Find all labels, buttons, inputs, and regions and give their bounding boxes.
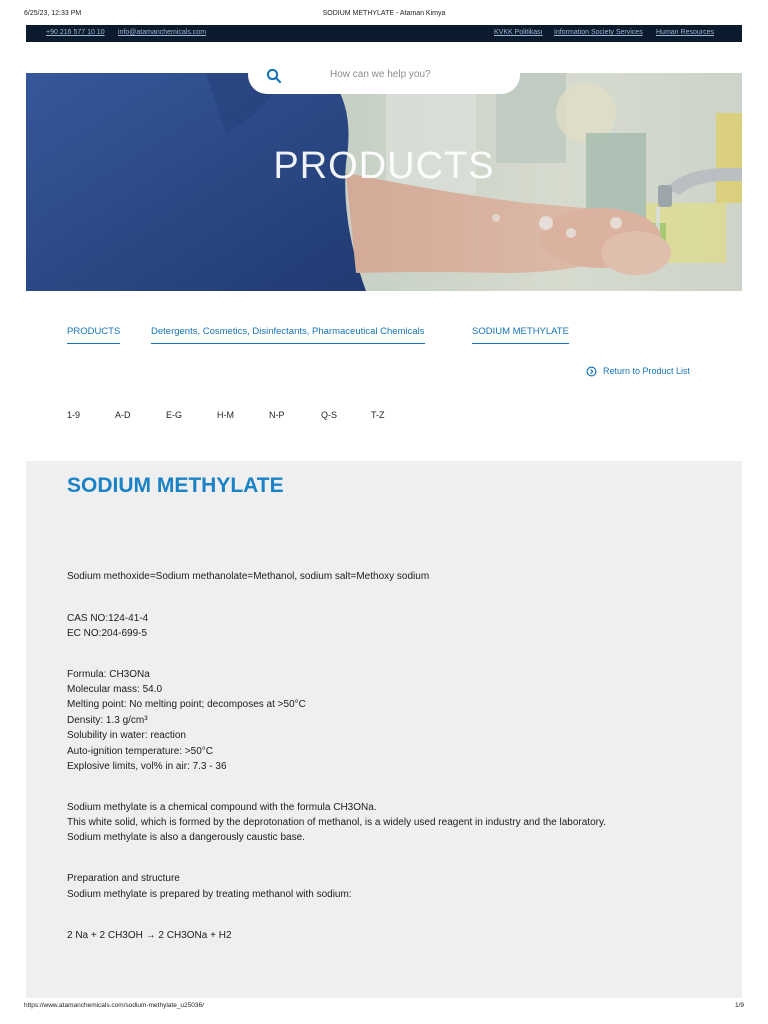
- property-formula: Formula: CH3ONa: [67, 669, 150, 680]
- product-synonyms: Sodium methoxide=Sodium methanolate=Methanol, sodium salt=Methoxy sodium: [67, 571, 430, 582]
- search-icon[interactable]: [266, 68, 282, 84]
- return-to-list-link[interactable]: [586, 364, 690, 378]
- cas-number: CAS NO:124-41-4: [67, 613, 149, 624]
- breadcrumb-current[interactable]: SODIUM METHYLATE: [472, 326, 569, 344]
- property-solubility: Solubility in water: reaction: [67, 730, 186, 741]
- property-auto-ignition: Auto-ignition temperature: >50°C: [67, 746, 214, 757]
- filter-t-z[interactable]: T-Z: [371, 410, 385, 420]
- product-title: SODIUM METHYLATE: [67, 474, 284, 497]
- description-line: Sodium methylate is a chemical compound with the formula CH3ONa.: [67, 802, 377, 813]
- information-society-link[interactable]: Information Society Services: [554, 29, 643, 36]
- ec-number: EC NO:204-699-5: [67, 628, 148, 639]
- filter-a-d[interactable]: A-D: [115, 410, 131, 420]
- email-link[interactable]: info@atamanchemicals.com: [118, 29, 207, 36]
- hero-title: PRODUCTS: [273, 145, 495, 187]
- circle-arrow-icon: [586, 366, 597, 377]
- property-density: Density: 1.3 g/cm³: [67, 715, 148, 726]
- filter-q-s[interactable]: Q-S: [321, 410, 338, 420]
- preparation-text: Sodium methylate is prepared by treating methanol with sodium:: [67, 889, 352, 900]
- kvkk-link[interactable]: KVKK Politikası: [494, 29, 543, 36]
- print-header: [24, 10, 744, 22]
- property-melting-point: Melting point: No melting point; decomposes at >50°C: [67, 699, 306, 710]
- return-link-label: Return to Product List: [603, 366, 691, 376]
- search-bar[interactable]: [248, 56, 520, 94]
- print-datetime: 6/25/23, 12:33 PM: [24, 10, 82, 17]
- preparation-heading: Preparation and structure: [67, 873, 180, 884]
- filter-1-9[interactable]: 1-9: [67, 410, 81, 420]
- property-explosive-limits: Explosive limits, vol% in air: 7.3 - 36: [67, 761, 227, 772]
- page-url: https://www.atamanchemicals.com/sodium-methylate_u25036/: [24, 1002, 204, 1009]
- reaction-equation: 2 Na + 2 CH3OH → 2 CH3ONa + H2: [67, 930, 232, 941]
- page-number: 1/9: [734, 1002, 744, 1009]
- hero-banner: [26, 73, 742, 291]
- search-input[interactable]: How can we help you?: [330, 69, 431, 80]
- print-footer: [24, 1002, 744, 1012]
- description-line: This white solid, which is formed by the deprotonation of methanol, is a widely used reagent in industry and the laboratory.: [67, 817, 606, 828]
- filter-h-m[interactable]: H-M: [217, 410, 234, 420]
- description-line: Sodium methylate is also a dangerously caustic base.: [67, 832, 305, 843]
- print-page-title: SODIUM METHYLATE - Ataman Kimya: [322, 10, 446, 17]
- filter-n-p[interactable]: N-P: [269, 410, 285, 420]
- breadcrumb-category[interactable]: Detergents, Cosmetics, Disinfectants, Pharmaceutical Chemicals: [151, 326, 425, 344]
- property-molecular-mass: Molecular mass: 54.0: [67, 684, 163, 695]
- phone-link[interactable]: +90 216 577 10 10: [46, 29, 105, 36]
- human-resources-link[interactable]: Human Resources: [656, 29, 714, 36]
- breadcrumb-products[interactable]: PRODUCTS: [67, 326, 120, 344]
- filter-e-g[interactable]: E-G: [166, 410, 183, 420]
- top-contact-bar: [26, 25, 742, 42]
